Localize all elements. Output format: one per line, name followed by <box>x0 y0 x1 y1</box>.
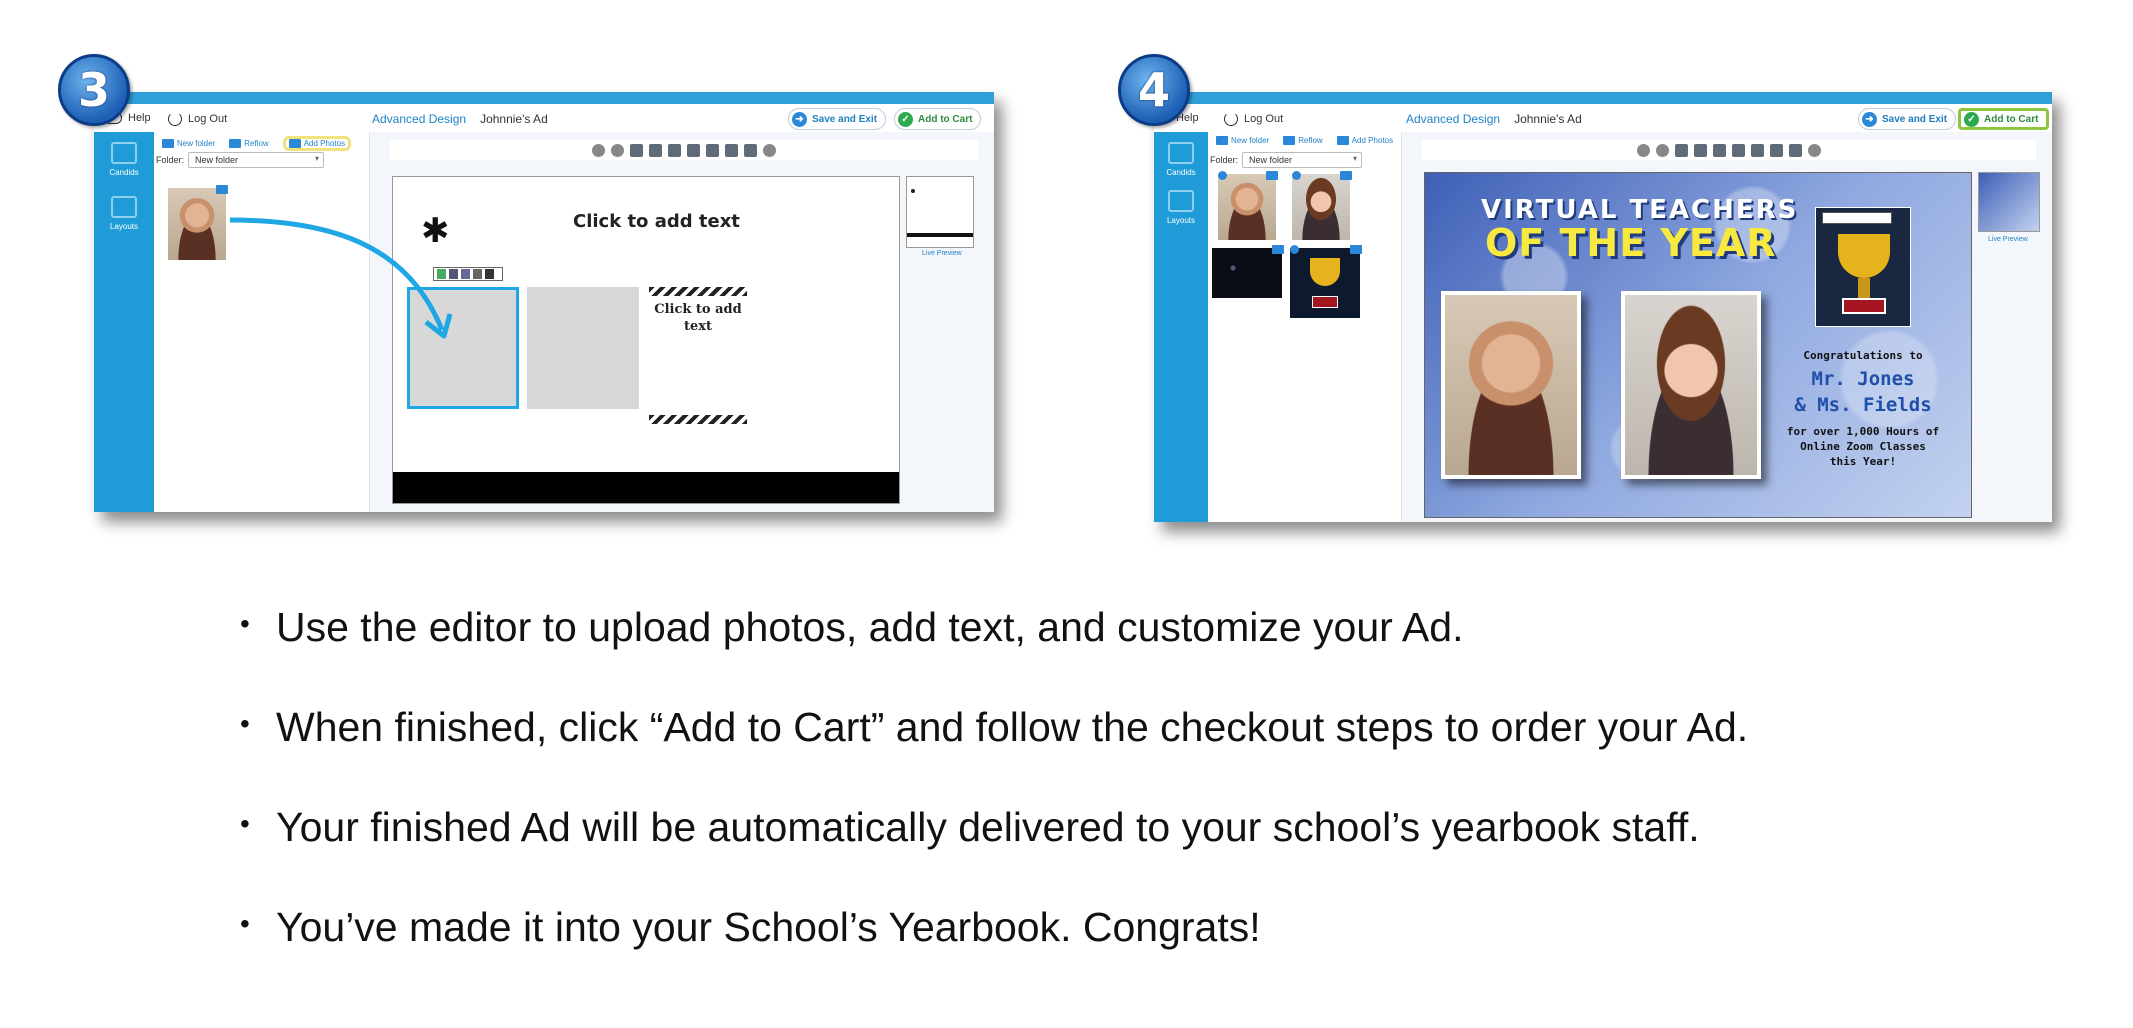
arrow-right-icon: ➜ <box>1862 112 1877 127</box>
logout-link[interactable] <box>168 112 227 126</box>
power-icon <box>168 112 182 126</box>
eye-icon[interactable] <box>763 144 776 157</box>
list-icon[interactable] <box>725 144 738 157</box>
photo-menu-icon <box>1340 171 1352 180</box>
mail-icon[interactable] <box>744 144 757 157</box>
lock-icon[interactable] <box>706 144 719 157</box>
teacher-photo-woman[interactable] <box>1621 291 1761 479</box>
add-to-cart-button[interactable] <box>1958 108 2049 130</box>
rail-layouts[interactable] <box>1154 190 1208 225</box>
stripe-divider-bottom <box>649 415 747 424</box>
add-photos-button[interactable] <box>283 136 351 151</box>
instruction-list <box>240 604 1748 1004</box>
congrats-text-block[interactable] <box>1775 349 1951 469</box>
folder-actions <box>162 136 351 151</box>
photo-menu-icon <box>1266 171 1278 180</box>
live-preview-thumbnail[interactable] <box>906 176 974 248</box>
folder-select[interactable]: New folder ▾ <box>188 152 324 168</box>
folder-icon <box>1216 136 1228 145</box>
close-icon[interactable] <box>485 269 494 279</box>
add-to-cart-label: Add to Cart <box>918 113 973 125</box>
image-tool-icon[interactable] <box>649 144 662 157</box>
eye-icon[interactable] <box>1808 144 1821 157</box>
photo-thumbnail-woman[interactable] <box>1292 174 1350 240</box>
text-tool-icon[interactable] <box>668 144 681 157</box>
new-folder-button[interactable] <box>1216 136 1269 145</box>
undo-icon[interactable] <box>592 144 605 157</box>
rail-layouts[interactable] <box>94 196 154 231</box>
grid-icon[interactable] <box>1732 144 1745 157</box>
detail-line-1: for over 1,000 Hours of <box>1786 425 1940 438</box>
photo-thumbnail-man[interactable] <box>1218 174 1276 240</box>
upload-cloud-icon <box>1337 136 1349 145</box>
help-label: Help <box>128 112 151 124</box>
folder-pane <box>1208 132 1402 522</box>
design-mode-title <box>372 112 548 126</box>
photo-thumbnail-background[interactable] <box>1212 248 1282 298</box>
undo-icon[interactable] <box>1637 144 1650 157</box>
redo-icon[interactable] <box>611 144 624 157</box>
preview-bar <box>907 233 973 237</box>
ad-title-line-2[interactable]: OF THE YEAR <box>1485 221 1777 265</box>
reflow-label: Reflow <box>1298 136 1323 145</box>
photo-frame-empty[interactable] <box>527 287 639 409</box>
reflow-button[interactable] <box>1283 136 1322 145</box>
instruction-item: • You’ve made it into your School’s Yearbook. Congrats! <box>240 904 1748 1004</box>
rail-candids-label: Candids <box>1166 168 1196 177</box>
rail-layouts-label: Layouts <box>1166 216 1196 225</box>
used-check-icon <box>1218 171 1227 180</box>
save-and-exit-label: Save and Exit <box>1882 113 1948 125</box>
check-icon: ✓ <box>1964 112 1979 127</box>
instruction-item: • Your finished Ad will be automatically delivered to your school’s yearbook staff. <box>240 804 1748 904</box>
editor-toolbar <box>1422 140 2036 160</box>
add-to-cart-label: Add to Cart <box>1984 113 2039 125</box>
instruction-item: • Use the editor to upload photos, add text, and customize your Ad. <box>240 604 1748 704</box>
reflow-button[interactable] <box>229 136 268 151</box>
trophy-stem-icon <box>1858 278 1870 298</box>
design-workarea <box>1402 132 2052 522</box>
design-mode-label: Advanced Design <box>1406 112 1501 126</box>
trophy-base-icon <box>1312 296 1338 308</box>
detail-line-2: Online Zoom Classes <box>1800 440 1926 453</box>
step-4-badge: 4 <box>1118 54 1190 126</box>
preview-dot <box>911 189 915 193</box>
layout-tool-icon[interactable] <box>630 144 643 157</box>
teacher-names-line-1: Mr. Jones <box>1811 368 1915 390</box>
live-preview-label: Live Preview <box>922 250 962 257</box>
new-folder-label: New folder <box>177 139 216 148</box>
trophy-cup-icon <box>1838 234 1890 278</box>
congrats-heading: Congratulations to <box>1803 349 1923 362</box>
reflow-label: Reflow <box>244 139 269 148</box>
left-rail <box>1154 132 1208 522</box>
rail-layouts-label: Layouts <box>109 222 139 231</box>
top-accent-strip <box>94 92 994 104</box>
trophy-base-icon <box>1842 298 1886 314</box>
folder-icon <box>162 139 174 148</box>
drag-arrow-line <box>230 220 442 330</box>
layout-tool-icon[interactable] <box>1675 144 1688 157</box>
upload-cloud-icon <box>289 139 301 148</box>
grid-icon[interactable] <box>687 144 700 157</box>
ad-name: Johnnie's Ad <box>1514 112 1582 126</box>
top-accent-strip <box>1154 92 2052 104</box>
folder-label: Folder: <box>156 155 185 165</box>
reflow-icon <box>1283 136 1295 145</box>
folder-actions <box>1216 136 1393 145</box>
trophy-cup-icon <box>1310 258 1340 286</box>
trophy-image[interactable] <box>1815 207 1911 327</box>
stripe-divider-top <box>649 287 747 296</box>
image-icon <box>1168 142 1194 164</box>
image-tool-icon[interactable] <box>1694 144 1707 157</box>
live-preview-thumbnail[interactable] <box>1978 172 2040 232</box>
used-check-icon <box>1290 245 1299 254</box>
design-mode-label: Advanced Design <box>372 112 467 126</box>
photo-menu-icon <box>1272 245 1284 254</box>
rail-candids[interactable] <box>94 142 154 177</box>
editor-top-bar <box>1154 104 2052 132</box>
rail-candids[interactable] <box>1154 142 1208 177</box>
add-photos-label: Add Photos <box>303 139 346 148</box>
folder-select[interactable]: New folder ▾ <box>1242 152 1362 168</box>
save-and-exit-label: Save and Exit <box>812 113 878 125</box>
save-and-exit-button[interactable] <box>788 108 886 130</box>
mail-icon[interactable] <box>1789 144 1802 157</box>
save-and-exit-button[interactable] <box>1858 108 1956 130</box>
folder-label: Folder: <box>1210 155 1239 165</box>
lock-icon[interactable] <box>1751 144 1764 157</box>
photo-menu-icon <box>1350 245 1362 254</box>
reflow-icon <box>229 139 241 148</box>
power-icon <box>1224 112 1238 126</box>
text-placeholder-title[interactable]: Click to add text <box>573 211 740 232</box>
image-icon <box>111 142 137 164</box>
logout-label: Log Out <box>1244 113 1284 125</box>
layout-icon <box>111 196 137 218</box>
editor-toolbar <box>390 140 978 160</box>
frame-tools-popup[interactable] <box>1822 212 1892 224</box>
editor-screenshot-step-4 <box>1154 92 2052 522</box>
step-3-badge: 3 <box>58 54 130 126</box>
logout-label: Log Out <box>188 113 228 125</box>
used-check-icon <box>1292 171 1301 180</box>
design-mode-title <box>1406 112 1582 126</box>
footer-black-bar <box>393 472 899 503</box>
text-placeholder-side[interactable]: Click to add text <box>654 302 742 334</box>
left-rail <box>94 132 154 512</box>
text-tool-icon[interactable] <box>1713 144 1726 157</box>
new-folder-label: New folder <box>1231 136 1270 145</box>
detail-line-3: this Year! <box>1829 455 1897 468</box>
editor-top-bar <box>94 104 994 132</box>
add-photos-button[interactable] <box>1337 136 1393 145</box>
list-icon[interactable] <box>1770 144 1783 157</box>
arrow-right-icon: ➜ <box>792 112 807 127</box>
live-preview-label: Live Preview <box>1988 236 2028 243</box>
clipart-star-icon: ✱ <box>421 212 450 250</box>
layout-icon <box>1168 190 1194 212</box>
photo-thumbnail-man[interactable] <box>168 188 226 260</box>
new-folder-button[interactable] <box>162 136 215 151</box>
instruction-item: • When finished, click “Add to Cart” and follow the checkout steps to order your Ad. <box>240 704 1748 804</box>
folder-select-row <box>1210 152 1362 168</box>
teacher-photo-man[interactable] <box>1441 291 1581 479</box>
help-label: Help <box>1176 112 1199 124</box>
folder-select-row <box>156 152 324 168</box>
check-icon: ✓ <box>898 112 913 127</box>
ad-name: Johnnie's Ad <box>480 112 548 126</box>
teacher-names-line-2: & Ms. Fields <box>1794 394 1932 416</box>
drag-arrow <box>220 210 480 340</box>
ad-title-line-1[interactable]: VIRTUAL TEACHERS <box>1481 195 1799 225</box>
rail-candids-label: Candids <box>109 168 139 177</box>
ad-canvas[interactable] <box>1424 172 1972 518</box>
redo-icon[interactable] <box>1656 144 1669 157</box>
logout-link[interactable] <box>1224 112 1283 126</box>
add-photos-label: Add Photos <box>1351 136 1394 145</box>
photo-menu-icon <box>216 185 228 194</box>
add-to-cart-button[interactable] <box>894 108 981 130</box>
photo-thumbnail-trophy[interactable] <box>1290 248 1360 318</box>
